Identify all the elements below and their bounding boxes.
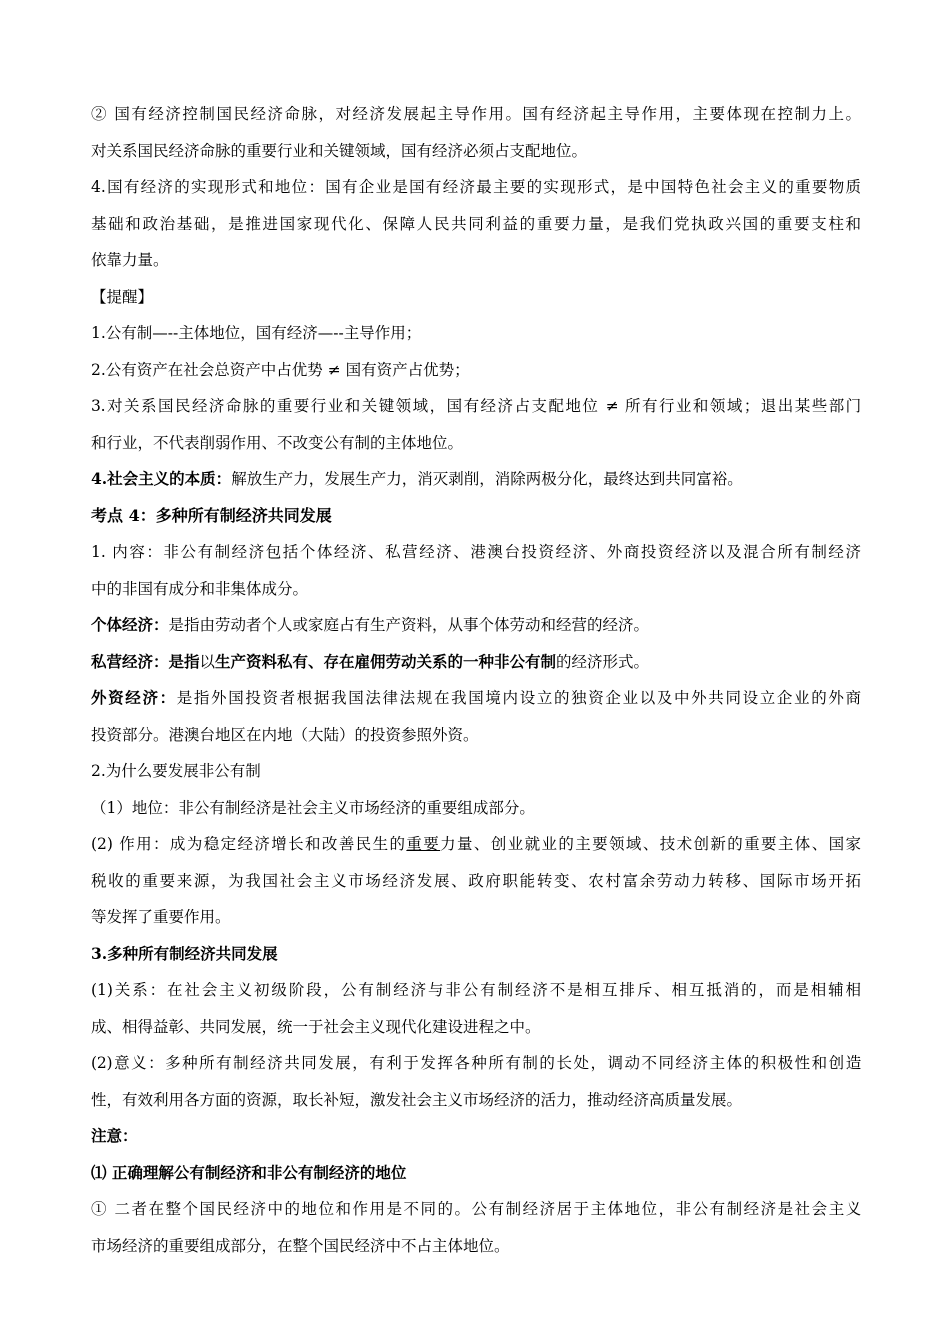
- paragraph-line: 市场经济的重要组成部分，在整个国民经济中不占主体地位。: [91, 1236, 510, 1255]
- paragraph-line: 基础和政治基础，是推进国家现代化、保障人民共同利益的重要力量，是我们党执政兴国的重要支柱和: [91, 214, 861, 233]
- definition-individual: [91, 607, 861, 644]
- subsection-title: 3.多种所有制经济共同发展: [91, 943, 278, 963]
- role-underlined: 重要: [406, 835, 441, 853]
- term-label: 个体经济：: [91, 615, 169, 634]
- term-text: 以: [199, 652, 216, 671]
- paragraph-line: (2)意义：多种所有制经济共同发展，有利于发挥各种所有制的长处，调动不同经济主体的积极性和创造: [91, 1054, 861, 1072]
- paragraph-line: 等发挥了重要作用。: [91, 908, 231, 926]
- paragraph-line: 投资部分。港澳台地区在内地（大陆）的投资参照外资。: [91, 725, 479, 744]
- term-label: 外资经济：: [91, 688, 177, 707]
- reminder-title: 【提醒】: [91, 287, 154, 306]
- paragraph-line: 1. 内容：非公有制经济包括个体经济、私营经济、港澳台投资经济、外商投资经济以及混合所有制经济: [91, 543, 861, 561]
- subsection-title: 2.为什么要发展非公有制: [91, 762, 261, 780]
- paragraph-line: [91, 826, 861, 863]
- paragraph-line: 成、相得益彰、共同发展，统一于社会主义现代化建设进程之中。: [91, 1017, 541, 1036]
- paragraph-line: 4.国有经济的实现形式和地位：国有企业是国有经济最主要的实现形式，是中国特色社会主义的重要物质: [91, 178, 861, 196]
- paragraph-line: 依靠力量。: [91, 251, 169, 269]
- note-title: 注意：: [91, 1126, 138, 1145]
- definition-private: [91, 644, 861, 681]
- paragraph-line: ② 国有经济控制国民经济命脉，对经济发展起主导作用。国有经济起主导作用，主要体现在控制力上。: [91, 105, 861, 123]
- reminder-item: 1.公有制—--主体地位，国有经济—--主导作用；: [91, 324, 422, 342]
- paragraph-line: 中的非国有成分和非集体成分。: [91, 579, 309, 598]
- definition-foreign: [91, 680, 861, 717]
- term-label: 私营经济：是指: [91, 651, 200, 671]
- term-text: 是指外国投资者根据我国法律法规在我国境内设立的独资企业以及中外共同设立企业的外商: [176, 689, 861, 707]
- paragraph-line: （1）地位：非公有制经济是社会主义市场经济的重要组成部分。: [91, 798, 535, 817]
- reminder-item: 3.对关系国民经济命脉的重要行业和关键领域，国有经济占支配地位 ≠ 所有行业和领域；退出某些部门: [91, 397, 861, 415]
- note-subtitle: ⑴ 正确理解公有制经济和非公有制经济的地位: [91, 1162, 407, 1182]
- paragraph-line: 对关系国民经济命脉的重要行业和关键领域，国有经济必须占支配地位。: [91, 141, 588, 160]
- paragraph-line: 性，有效利用各方面的资源，取长补短，激发社会主义市场经济的活力，推动经济高质量发展。: [91, 1090, 743, 1109]
- document-body: [91, 96, 861, 1264]
- reminder-item: 和行业，不代表削弱作用、不改变公有制的主体地位。: [91, 433, 464, 452]
- paragraph-line: ① 二者在整个国民经济中的地位和作用是不同的。公有制经济居于主体地位，非公有制经济是社会主义: [91, 1200, 861, 1218]
- term-text: 是指由劳动者个人或家庭占有生产资料，从事个体劳动和经营的经济。: [168, 616, 650, 634]
- paragraph-line: 税收的重要来源，为我国社会主义市场经济发展、政府职能转变、农村富余劳动力转移、国际市场开拓: [91, 871, 861, 890]
- term-text: 的经济形式。: [556, 652, 650, 671]
- reminder-label: 4.社会主义的本质：: [91, 469, 232, 488]
- role-text: 力量、创业就业的主要领域、技术创新的重要主体、国家: [440, 835, 861, 853]
- term-emphasis: 生产资料私有、存在雇佣劳动关系的一种非公有制: [215, 651, 557, 671]
- paragraph-line: (1)关系：在社会主义初级阶段，公有制经济与非公有制经济不是相互排斥、相互抵消的，而是相辅相: [91, 981, 861, 999]
- reminder-text: 解放生产力，发展生产力，消灭剥削，消除两极分化，最终达到共同富裕。: [231, 470, 743, 488]
- section-heading: 考点 4：多种所有制经济共同发展: [91, 505, 332, 525]
- reminder-item: [91, 461, 861, 498]
- reminder-item: 2.公有资产在社会总资产中占优势 ≠ 国有资产占优势；: [91, 360, 470, 379]
- role-text: (2) 作用：成为稳定经济增长和改善民生的: [91, 835, 407, 853]
